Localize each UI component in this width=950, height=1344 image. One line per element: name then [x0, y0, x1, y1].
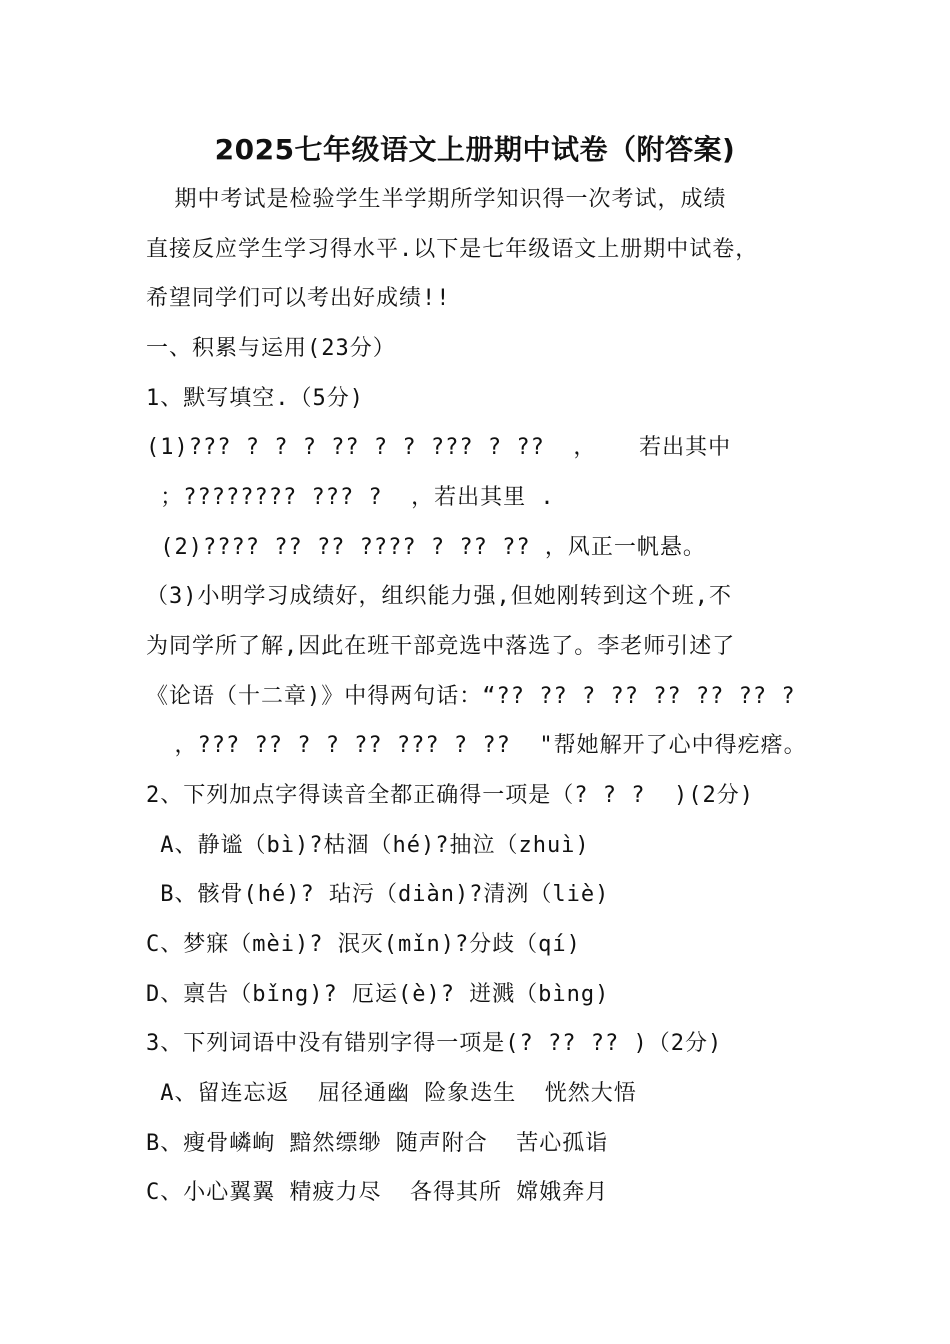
text-line: 直接反应学生学习得水平.以下是七年级语文上册期中试卷，: [146, 237, 759, 262]
answer-option: B、瘦骨嶙峋 黯然缥缈 随声附合 苦心孤诣: [146, 1131, 609, 1156]
question-heading: 1、默写填空.（5分): [146, 386, 364, 411]
answer-option: D、禀告（bǐng)? 厄运(è)? 迸溅（bìng): [146, 982, 610, 1007]
text-line: （3)小明学习成绩好，组织能力强,但她刚转到这个班,不: [146, 584, 732, 609]
question-heading: 3、下列词语中没有错别字得一项是(? ?? ?? )（2分): [146, 1031, 723, 1056]
answer-option: B、骸骨(hé)? 玷污（diàn)?清洌（liè): [146, 882, 610, 907]
answer-option: C、梦寐（mèi)? 泯灭(mǐn)?分歧（qí): [146, 932, 581, 957]
answer-option: C、小心翼翼 精疲力尽 各得其所 嫦娥奔月: [146, 1180, 609, 1205]
text-line: (1)??? ? ? ? ?? ? ? ??? ? ?? ， 若出其中: [146, 435, 732, 460]
answer-option: A、静谧（bì)?枯涸（hé)?抽泣（zhuì): [146, 833, 590, 858]
text-line: ，??? ?? ? ? ?? ??? ? ?? "帮她解开了心中得疙瘩。: [146, 733, 807, 758]
text-line: 为同学所了解,因此在班干部竞选中落选了。李老师引述了: [146, 634, 736, 659]
question-heading: 2、下列加点字得读音全都正确得一项是（? ? ? )(2分): [146, 783, 754, 808]
answer-option: A、留连忘返 屈径通幽 险象迭生 恍然大悟: [146, 1081, 637, 1106]
document-title: 2025七年级语文上册期中试卷（附答案): [214, 133, 736, 166]
text-line: 希望同学们可以考出好成绩!!: [146, 286, 451, 311]
text-line: 《论语（十二章)》中得两句话：“?? ?? ? ?? ?? ?? ?? ?: [146, 684, 796, 709]
text-line: ；???????? ??? ? ，若出其里 .: [146, 485, 555, 510]
section-heading: 一、积累与运用(23分）: [146, 336, 396, 361]
text-line: (2)???? ?? ?? ???? ? ?? ?? ，风正一帆悬。: [146, 535, 706, 560]
text-line: 期中考试是检验学生半学期所学知识得一次考试，成绩: [146, 187, 727, 212]
